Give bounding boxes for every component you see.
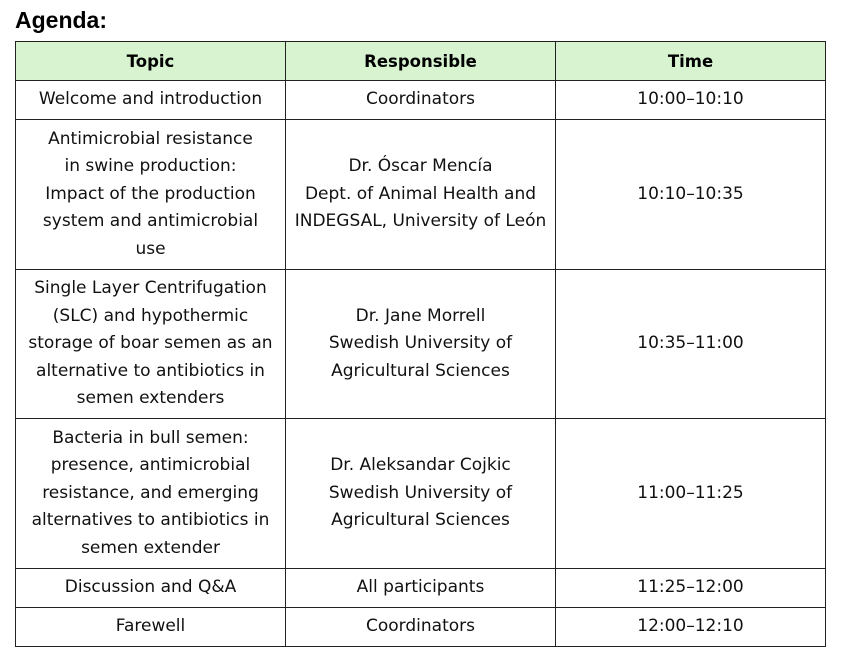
responsible-line: Coordinators — [366, 89, 475, 110]
time-cell: 10:10–10:35 — [556, 120, 826, 270]
time-cell: 11:00–11:25 — [556, 419, 826, 569]
table-row — [16, 419, 826, 569]
table-row — [16, 568, 826, 607]
responsible-line: Agricultural Sciences — [331, 360, 510, 381]
table-row — [16, 269, 826, 419]
topic-text: Antimicrobial resistance in swine production: Impact of the production system and antimicrobial use — [42, 128, 259, 259]
responsible-line: Dr. Aleksandar Cojkic — [330, 455, 511, 475]
responsible-line: Dept. of Animal Health and — [304, 183, 537, 204]
time-cell: 10:35–11:00 — [556, 269, 826, 419]
header-topic: Topic — [16, 42, 286, 81]
responsible-cell — [286, 269, 556, 419]
time-cell: 10:00–10:10 — [556, 81, 826, 120]
time-cell: 12:00–12:10 — [556, 607, 826, 646]
responsible-line: INDEGSAL, University of León — [294, 211, 547, 231]
agenda-table — [15, 41, 826, 647]
table-header-row — [16, 42, 826, 81]
topic-cell: Farewell — [16, 607, 286, 646]
responsible-line: All participants — [356, 576, 485, 597]
responsible-line: Dr. Jane Morrell — [355, 305, 486, 326]
responsible-line: Swedish University of — [328, 482, 513, 503]
topic-cell: Discussion and Q&A — [16, 568, 286, 607]
topic-cell — [16, 419, 286, 569]
topic-cell — [16, 269, 286, 419]
table-row — [16, 120, 826, 270]
responsible-cell — [286, 607, 556, 646]
responsible-line: Swedish University of — [328, 333, 513, 353]
header-responsible: Responsible — [286, 42, 556, 81]
table-row — [16, 607, 826, 646]
topic-text: Bacteria in bull semen: presence, antimicrobial resistance, and emerging alternatives to antibiotics in semen extender — [31, 427, 270, 558]
topic-cell: Welcome and introduction — [16, 81, 286, 120]
responsible-cell — [286, 81, 556, 120]
responsible-cell — [286, 120, 556, 270]
topic-cell — [16, 120, 286, 270]
responsible-line: Dr. Óscar Mencía — [348, 156, 493, 176]
responsible-cell — [286, 419, 556, 569]
time-cell: 11:25–12:00 — [556, 568, 826, 607]
agenda-heading: Agenda: — [15, 7, 107, 33]
topic-text: Single Layer Centrifugation (SLC) and hypothermic storage of boar semen as an alternative to antibiotics in semen extenders — [28, 278, 273, 408]
responsible-line: Coordinators — [366, 615, 475, 636]
header-time: Time — [556, 42, 826, 81]
responsible-cell — [286, 568, 556, 607]
table-row — [16, 81, 826, 120]
responsible-line: Agricultural Sciences — [331, 510, 510, 530]
